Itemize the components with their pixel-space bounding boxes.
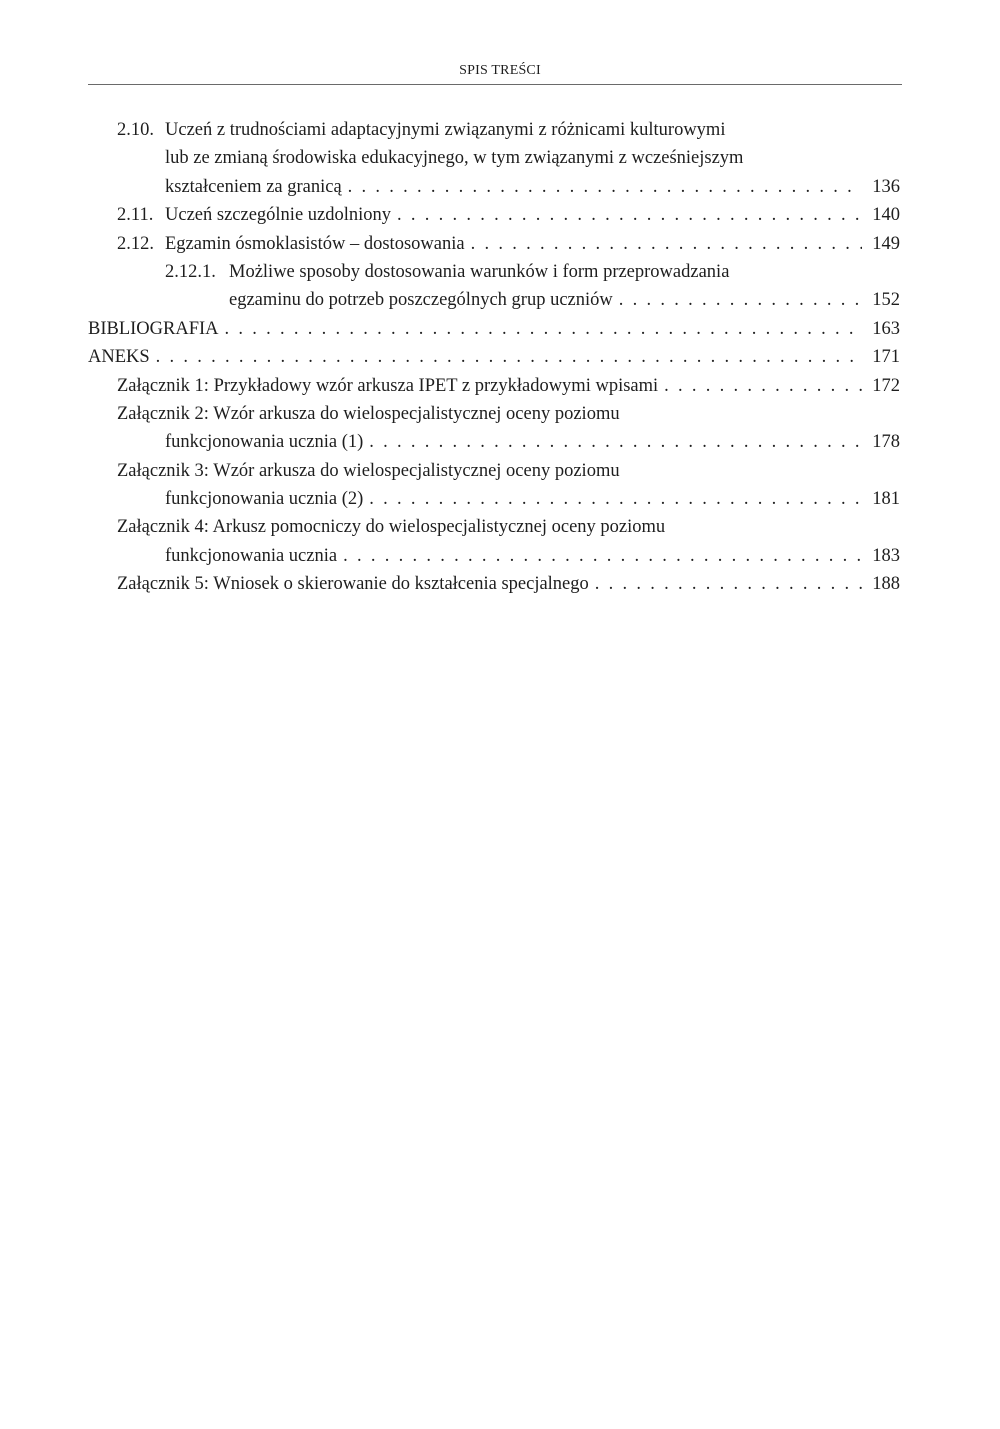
dot-leader bbox=[397, 201, 862, 229]
dot-leader bbox=[343, 542, 862, 570]
toc-page-number: 149 bbox=[872, 233, 900, 254]
toc-entry-number: 2.11. bbox=[117, 205, 154, 226]
toc-entry-title-line bbox=[117, 457, 620, 485]
running-head: SPIS TREŚCI bbox=[459, 63, 541, 78]
dot-leader bbox=[664, 372, 862, 400]
dot-leader bbox=[369, 428, 862, 456]
toc-entry-number: Załącznik 3: bbox=[117, 460, 209, 481]
toc-entry-title: Arkusz pomocniczy do wielospecjalistycznej oceny poziomu bbox=[212, 517, 666, 538]
toc-entry-title-line: ANEKS bbox=[88, 347, 150, 368]
toc-entry-title-line: kształceniem za granicą bbox=[165, 176, 342, 197]
toc-entry-zalacznik-3[interactable] bbox=[0, 457, 1000, 514]
header-rule bbox=[88, 84, 902, 85]
dot-leader bbox=[156, 343, 862, 371]
toc-entry-title: Wzór arkusza do wielospecjalistycznej oceny poziomu bbox=[213, 460, 620, 481]
toc-entry-title-line: lub ze zmianą środowiska edukacyjnego, w tym związanymi z wcześniejszym bbox=[165, 148, 744, 169]
toc-entry-title: Przykładowy wzór arkusza IPET z przykładowymi wpisami bbox=[213, 375, 659, 396]
toc-entry-number: Załącznik 1: bbox=[117, 375, 209, 396]
toc-page-number: 183 bbox=[872, 545, 900, 566]
toc-page-number: 188 bbox=[872, 574, 900, 595]
toc-entry-title-line bbox=[117, 513, 665, 541]
toc-entry-number: Załącznik 4: bbox=[117, 517, 209, 538]
toc-entry-bibliografia[interactable] bbox=[0, 315, 1000, 343]
toc-entry-title-line: Uczeń z trudnościami adaptacyjnymi związanymi z różnicami kulturowymi bbox=[165, 120, 726, 140]
toc-entry-number: 2.10. bbox=[117, 120, 154, 140]
toc-entry-title: Wzór arkusza do wielospecjalistycznej oceny poziomu bbox=[213, 403, 620, 424]
toc-entry-number: 2.12.1. bbox=[165, 261, 216, 282]
toc-entry-title-line: funkcjonowania ucznia (2) bbox=[165, 489, 364, 510]
toc-page-number: 172 bbox=[872, 375, 900, 396]
toc-entry-title-line: Możliwe sposoby dostosowania warunków i form przeprowadzania bbox=[229, 261, 730, 282]
dot-leader bbox=[369, 485, 862, 513]
toc-entry-title-line bbox=[117, 372, 664, 400]
toc-entry-zalacznik-2[interactable] bbox=[0, 400, 1000, 457]
dot-leader bbox=[348, 173, 862, 201]
toc-page-number: 171 bbox=[872, 347, 900, 368]
toc-entry-number: Załącznik 5: bbox=[117, 574, 209, 595]
toc-page-number: 181 bbox=[872, 489, 900, 510]
toc-entry-number: Załącznik 2: bbox=[117, 403, 209, 424]
dot-leader bbox=[595, 570, 862, 598]
toc-entry-title-line: BIBLIOGRAFIA bbox=[88, 318, 219, 339]
toc-entry-title-line: egzaminu do potrzeb poszczególnych grup uczniów bbox=[229, 290, 613, 311]
toc-entry-zalacznik-5[interactable] bbox=[0, 570, 1000, 598]
toc-entry-2-11[interactable] bbox=[0, 201, 1000, 229]
toc-page-number: 136 bbox=[872, 176, 900, 197]
toc-entry-title-line: funkcjonowania ucznia bbox=[165, 545, 338, 566]
toc-entry-2-12[interactable] bbox=[0, 230, 1000, 258]
toc-entry-aneks[interactable] bbox=[0, 343, 1000, 371]
dot-leader bbox=[225, 315, 862, 343]
toc-entry-2-12-1[interactable] bbox=[0, 258, 1000, 315]
toc-page-number: 152 bbox=[872, 290, 900, 311]
toc-entry-zalacznik-4[interactable] bbox=[0, 513, 1000, 570]
toc-page-number: 163 bbox=[872, 318, 900, 339]
table-of-contents bbox=[0, 116, 1000, 599]
toc-page-number: 140 bbox=[872, 205, 900, 226]
toc-entry-title: Wniosek o skierowanie do kształcenia specjalnego bbox=[213, 574, 589, 595]
toc-page-number: 178 bbox=[872, 432, 900, 453]
toc-entry-title-line bbox=[117, 400, 620, 428]
dot-leader bbox=[471, 230, 862, 258]
dot-leader bbox=[619, 286, 862, 314]
toc-entry-title-line bbox=[117, 570, 595, 598]
toc-entry-title-line: funkcjonowania ucznia (1) bbox=[165, 432, 364, 453]
toc-entry-title-line: Uczeń szczególnie uzdolniony bbox=[165, 205, 392, 226]
toc-entry-number: 2.12. bbox=[117, 233, 154, 254]
toc-entry-title-line: Egzamin ósmoklasistów – dostosowania bbox=[165, 233, 465, 254]
toc-entry-2-10[interactable] bbox=[0, 116, 1000, 201]
toc-entry-zalacznik-1[interactable] bbox=[0, 372, 1000, 400]
